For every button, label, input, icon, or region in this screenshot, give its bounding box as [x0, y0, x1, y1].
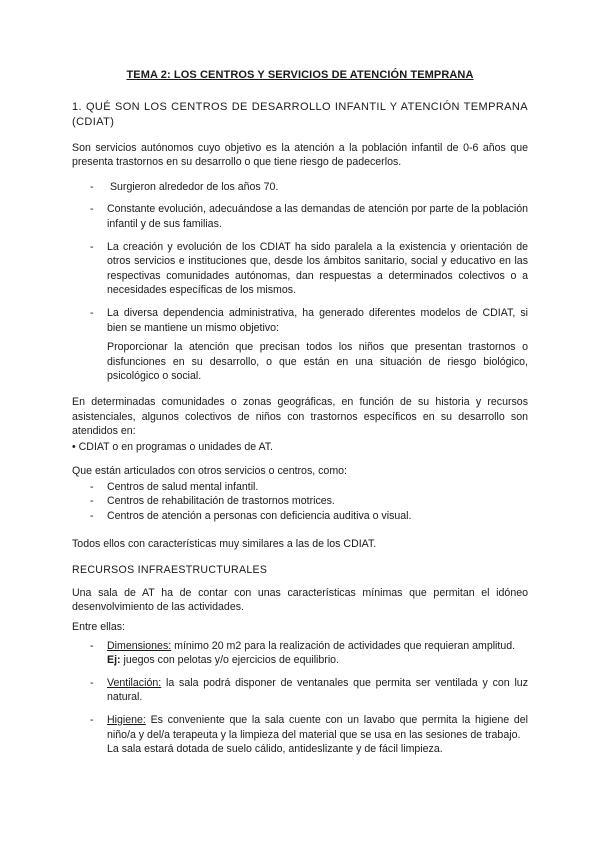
communities-paragraph: En determinadas comunidades o zonas geográficas, en función de su historia y recursos asistenciales, algunos colectivos de niños con trastornos específicos en su desarrollo son atendidos en:: [72, 395, 528, 438]
list-item: [72, 306, 528, 384]
document-page: [72, 68, 528, 768]
higiene-label: Higiene:: [107, 714, 146, 726]
cdiat-bullet-list: [72, 180, 528, 384]
similar-paragraph: Todos ellos con características muy similares a las de los CDIAT.: [72, 537, 377, 550]
list-item: - Surgieron alrededor de los años 70.: [72, 180, 528, 195]
list-item: - La creación y evolución de los CDIAT ha sido paralela a la existencia y orientación de otros servicios e instituciones que, desde los ámbitos sanitario, social y educativo en las respectivas comunidades autónomas, dan respuestas a determinados colectivos o a necesidades específicas de los mismos.: [72, 240, 528, 298]
ventilacion-label: Ventilación:: [107, 676, 162, 689]
resource-higiene: - Higiene: Es conveniente que la sala cuente con un lavabo que permita la higiene del niño/a y del/a terapeuta y la limpieza del material que se usa en las sesiones de trabajo. La sala estará dotada de suelo cálido, antideslizante y de fácil limpieza.: [72, 713, 528, 757]
example-label: Ej:: [107, 654, 121, 667]
list-item: - Centros de rehabilitación de trastornos motrices.: [72, 494, 528, 509]
section-heading-resources: RECURSOS INFRAESTRUCTURALES: [72, 564, 268, 577]
intro-paragraph: Son servicios autónomos cuyo objetivo es la atención a la población infantil de 0-6 años que presenta trastornos en su desarrollo o que tiene riesgo de padecerlos.: [72, 141, 528, 169]
list-item-text: - La diversa dependencia administrativa, ha generado diferentes modelos de CDIAT, si bien se mantiene un mismo objetivo:: [107, 306, 528, 334]
document-title: TEMA 2: LOS CENTROS Y SERVICIOS DE ATENCIÓN TEMPRANA: [126, 69, 474, 81]
resource-dimensiones: - Dimensiones: mínimo 20 m2 para la realización de actividades que requieran amplitud. Ej: juegos con pelotas y/o ejercicios de equilibrio.: [72, 639, 528, 668]
resource-ventilacion: - Ventilación: la sala podrá disponer de ventanales que permita ser ventilada y con luz natural.: [72, 676, 528, 705]
sala-paragraph: Una sala de AT ha de contar con unas características mínimas que permitan el idóneo desenvolvimiento de las actividades.: [72, 586, 528, 614]
objective-text: Proporcionar la atención que precisan todos los niños que presentan trastornos o disfunciones en su desarrollo, o que están en una situación de riesgo biológico, psicológico o social.: [107, 341, 528, 383]
list-item: - Centros de salud mental infantil.: [72, 480, 528, 495]
centers-bullet-list: [72, 480, 528, 524]
articulated-paragraph: Que están articulados con otros servicios o centros, como:: [72, 465, 347, 478]
resources-list: [72, 639, 528, 757]
higiene-extra-text: La sala estará dotada de suelo cálido, antideslizante y de fácil limpieza.: [107, 743, 443, 756]
list-item: - Constante evolución, adecuándose a las demandas de atención por parte de la población infantil y de sus familias.: [72, 202, 528, 231]
cdiat-programs-line: • CDIAT o en programas o unidades de AT.: [72, 440, 273, 453]
dimensiones-label: Dimensiones:: [107, 639, 172, 652]
list-item: - Centros de atención a personas con deficiencia auditiva o visual.: [72, 509, 528, 524]
entre-paragraph: Entre ellas:: [72, 621, 125, 634]
section-heading-cdiat: 1. QUÉ SON LOS CENTROS DE DESARROLLO INFANTIL Y ATENCIÓN TEMPRANA (CDIAT): [72, 100, 528, 128]
